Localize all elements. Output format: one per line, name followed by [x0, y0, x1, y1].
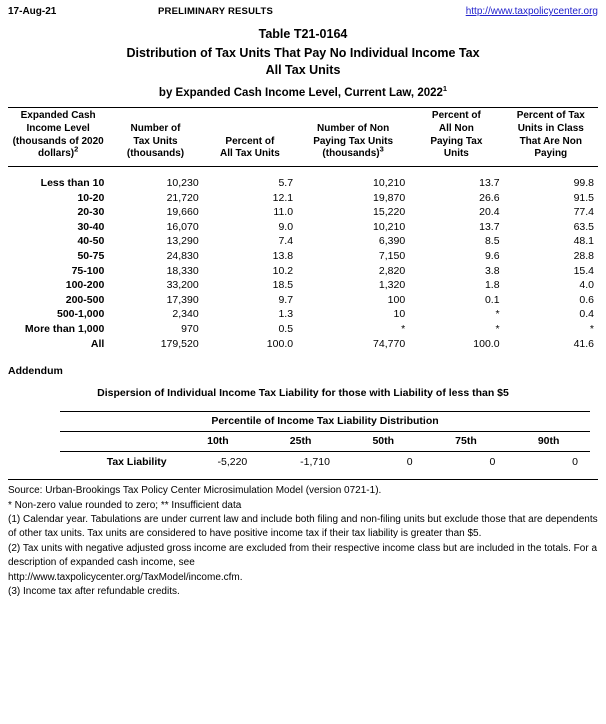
cell-nonpaying: 74,770 [373, 337, 406, 350]
cell-pct-nonpaying: * [495, 322, 500, 335]
row-label: 40-50 [77, 235, 105, 248]
cell-pct-nonpaying: 20.4 [479, 206, 500, 219]
header-preliminary-label: PRELIMINARY RESULTS [158, 6, 273, 17]
cell-pct-nonpaying: 1.8 [484, 279, 500, 292]
title-block [8, 27, 598, 99]
percentile-header-50th: 50th [342, 431, 425, 451]
col0-line1: Expanded Cash [20, 110, 96, 121]
col0-line4: dollars) [38, 148, 75, 160]
table-row [8, 176, 598, 191]
col4-line3: Paying Tax [430, 135, 483, 147]
col1-line1: Number of [130, 122, 181, 134]
cell-pct-nonpaying: 9.6 [484, 249, 500, 262]
col5-line4: Paying [534, 148, 568, 160]
tax-liability-50th: 0 [406, 455, 413, 468]
row-label: 20-30 [77, 206, 105, 219]
document-header [8, 6, 598, 17]
row-label: 10-20 [77, 191, 105, 204]
table-row [8, 263, 598, 278]
spacer-row [8, 167, 598, 176]
column-header-number-non-paying [297, 108, 409, 167]
table-row [8, 292, 598, 307]
cell-nonpaying: 2,820 [378, 264, 406, 277]
cell-units: 10,230 [166, 176, 199, 189]
row-label: 30-40 [77, 220, 105, 233]
cell-nonpaying: 15,220 [373, 206, 406, 219]
row-label: All [90, 337, 105, 350]
main-data-table [8, 107, 598, 351]
cell-units: 16,070 [166, 220, 199, 233]
cell-pct-units: 100.0 [266, 337, 294, 350]
col4-line2: All Non [438, 122, 474, 134]
percentile-header-25th: 25th [259, 431, 342, 451]
tax-liability-10th: -5,220 [217, 455, 248, 468]
cell-pct-class: 41.6 [573, 337, 594, 350]
percentile-table-head [60, 411, 590, 451]
cell-pct-units: 9.0 [278, 220, 294, 233]
table-row [8, 219, 598, 234]
cell-pct-units: 18.5 [272, 279, 294, 292]
col3-line1: Number of Non [317, 122, 390, 134]
percentile-distribution-header: Percentile of Income Tax Liability Distribution [60, 411, 590, 431]
cell-pct-units: 0.5 [278, 322, 294, 335]
col1-line3: (thousands) [126, 148, 185, 160]
footnote-income-url: http://www.taxpolicycenter.org/TaxModel/income.cfm. [8, 571, 243, 583]
cell-pct-nonpaying: 0.1 [484, 293, 500, 306]
col0-line3: (thousands of 2020 [12, 135, 104, 147]
cell-pct-class: 28.8 [573, 249, 594, 262]
tax-liability-75th: 0 [489, 455, 496, 468]
row-label: 200-500 [65, 293, 105, 306]
table-row [8, 278, 598, 293]
col2-line1: Percent of [225, 135, 275, 147]
percentile-header-10th: 10th [177, 431, 260, 451]
tax-liability-25th: -1,710 [300, 455, 330, 468]
addendum-label: Addendum [8, 364, 63, 377]
percentile-table-wrapper [8, 411, 598, 471]
main-table-head [8, 108, 598, 167]
percentile-table-body [60, 451, 590, 471]
cell-pct-units: 1.3 [278, 308, 294, 321]
cell-nonpaying: 1,320 [378, 279, 406, 292]
cell-pct-nonpaying: 26.6 [479, 191, 500, 204]
footnote-symbols: * Non-zero value rounded to zero; ** Insufficient data [8, 499, 242, 511]
cell-units: 24,830 [166, 249, 199, 262]
cell-pct-class: 0.4 [579, 308, 594, 321]
cell-units: 2,340 [172, 308, 199, 321]
row-label: 50-75 [77, 249, 105, 262]
cell-pct-units: 5.7 [278, 176, 294, 189]
main-table-body [8, 167, 598, 351]
cell-pct-class: 4.0 [579, 279, 594, 292]
table-row [8, 249, 598, 264]
cell-nonpaying: 10 [393, 308, 406, 321]
cell-pct-units: 9.7 [278, 293, 294, 306]
col3-footnote-marker: 3 [379, 145, 384, 155]
cell-nonpaying: 100 [387, 293, 406, 306]
table-row [8, 205, 598, 220]
cell-pct-nonpaying: 3.8 [484, 264, 500, 277]
column-header-number-of-tax-units [108, 108, 202, 167]
header-date: 17-Aug-21 [8, 6, 57, 17]
cell-units: 17,390 [166, 293, 199, 306]
percentile-column-header-row [60, 431, 590, 451]
row-label: 100-200 [65, 279, 105, 292]
footnotes-block [8, 480, 598, 599]
col3-line2: Paying Tax Units [313, 135, 394, 147]
column-header-income-level [8, 108, 108, 167]
col4-line4: Units [443, 148, 469, 160]
col4-line1: Percent of [431, 110, 481, 121]
table-row-total [8, 336, 598, 351]
col5-line2: Units in Class [517, 122, 584, 134]
col2-line2: All Tax Units [219, 148, 280, 160]
cell-units: 21,720 [166, 191, 199, 204]
dispersion-title: Dispersion of Individual Income Tax Liability for those with Liability of less than $5 [97, 386, 509, 399]
cell-pct-class: 99.8 [573, 176, 594, 189]
row-label: 75-100 [71, 264, 105, 277]
column-header-percent-class-non-paying [504, 108, 598, 167]
cell-pct-class: 15.4 [573, 264, 594, 277]
table-row [8, 307, 598, 322]
tax-liability-label: Tax Liability [106, 455, 167, 468]
cell-pct-units: 10.2 [272, 264, 294, 277]
col0-line2: Income Level [26, 122, 90, 134]
cell-pct-units: 7.4 [278, 235, 294, 248]
table-scope-footnote-marker: 1 [442, 84, 448, 94]
column-header-percent-all-non-paying [409, 108, 503, 167]
cell-pct-class: 77.4 [573, 206, 594, 219]
cell-nonpaying: 7,150 [378, 249, 406, 262]
cell-units: 179,520 [160, 337, 199, 350]
table-row [8, 322, 598, 337]
row-label: Less than 10 [40, 176, 105, 189]
col1-line2: Tax Units [133, 135, 178, 147]
percentile-table [60, 411, 590, 471]
cell-pct-class: 48.1 [573, 235, 594, 248]
table-row [8, 234, 598, 249]
footnote-3: (3) Income tax after refundable credits. [8, 586, 180, 598]
tax-liability-row [60, 451, 590, 471]
cell-pct-nonpaying: 100.0 [473, 337, 500, 350]
cell-units: 18,330 [166, 264, 199, 277]
col0-footnote-marker: 2 [74, 145, 79, 155]
cell-units: 970 [181, 322, 199, 335]
table-title: Distribution of Tax Units That Pay No Individual Income Tax [126, 46, 480, 60]
cell-pct-nonpaying: 8.5 [484, 235, 500, 248]
percentile-header-75th: 75th [425, 431, 508, 451]
cell-nonpaying: 10,210 [373, 176, 406, 189]
table-number: Table T21-0164 [258, 27, 348, 41]
cell-pct-class: 0.6 [579, 293, 594, 306]
cell-nonpaying: 19,870 [373, 191, 406, 204]
header-url-link[interactable]: http://www.taxpolicycenter.org [465, 6, 598, 17]
cell-pct-class: 91.5 [573, 191, 594, 204]
column-header-percent-all-tax-units [203, 108, 297, 167]
percentile-group-header-row [60, 411, 590, 431]
cell-pct-units: 12.1 [272, 191, 294, 204]
cell-pct-units: 13.8 [272, 249, 294, 262]
row-label: More than 1,000 [24, 322, 105, 335]
cell-nonpaying: 10,210 [373, 220, 406, 233]
main-table-header-row [8, 108, 598, 167]
tax-liability-90th: 0 [572, 455, 578, 468]
col5-line1: Percent of Tax [516, 110, 585, 121]
cell-units: 33,200 [166, 279, 199, 292]
row-label: 500-1,000 [57, 308, 105, 321]
footnote-source: Source: Urban-Brookings Tax Policy Center Microsimulation Model (version 0721-1). [8, 484, 382, 496]
cell-pct-class: * [589, 322, 594, 335]
col5-line3: That Are Non [519, 135, 582, 147]
cell-nonpaying: 6,390 [378, 235, 406, 248]
table-subtitle: All Tax Units [265, 63, 341, 77]
table-scope-line [8, 84, 598, 99]
cell-units: 19,660 [166, 206, 199, 219]
footnote-2: (2) Tax units with negative adjusted gross income are excluded from their respective income class but are included in the totals. For a description of expanded cash income, see [8, 543, 597, 568]
col3-line3: (thousands) [322, 148, 380, 160]
footnote-1: (1) Calendar year. Tabulations are under current law and include both filing and non-filing units but exclude those that are dependents of other tax units. Tax units are considered to have positive income tax if their tax liability is greater than $5. [8, 514, 598, 540]
cell-nonpaying: * [401, 322, 406, 335]
cell-pct-nonpaying: 13.7 [479, 176, 500, 189]
percentile-header-90th: 90th [507, 431, 590, 451]
table-row [8, 190, 598, 205]
percentile-corner-cell [60, 431, 177, 451]
cell-pct-class: 63.5 [573, 220, 594, 233]
cell-units: 13,290 [166, 235, 199, 248]
cell-pct-nonpaying: * [495, 308, 500, 321]
cell-pct-nonpaying: 13.7 [479, 220, 500, 233]
cell-pct-units: 11.0 [273, 206, 294, 219]
table-scope-text: by Expanded Cash Income Level, Current Law, 2022 [158, 87, 443, 99]
